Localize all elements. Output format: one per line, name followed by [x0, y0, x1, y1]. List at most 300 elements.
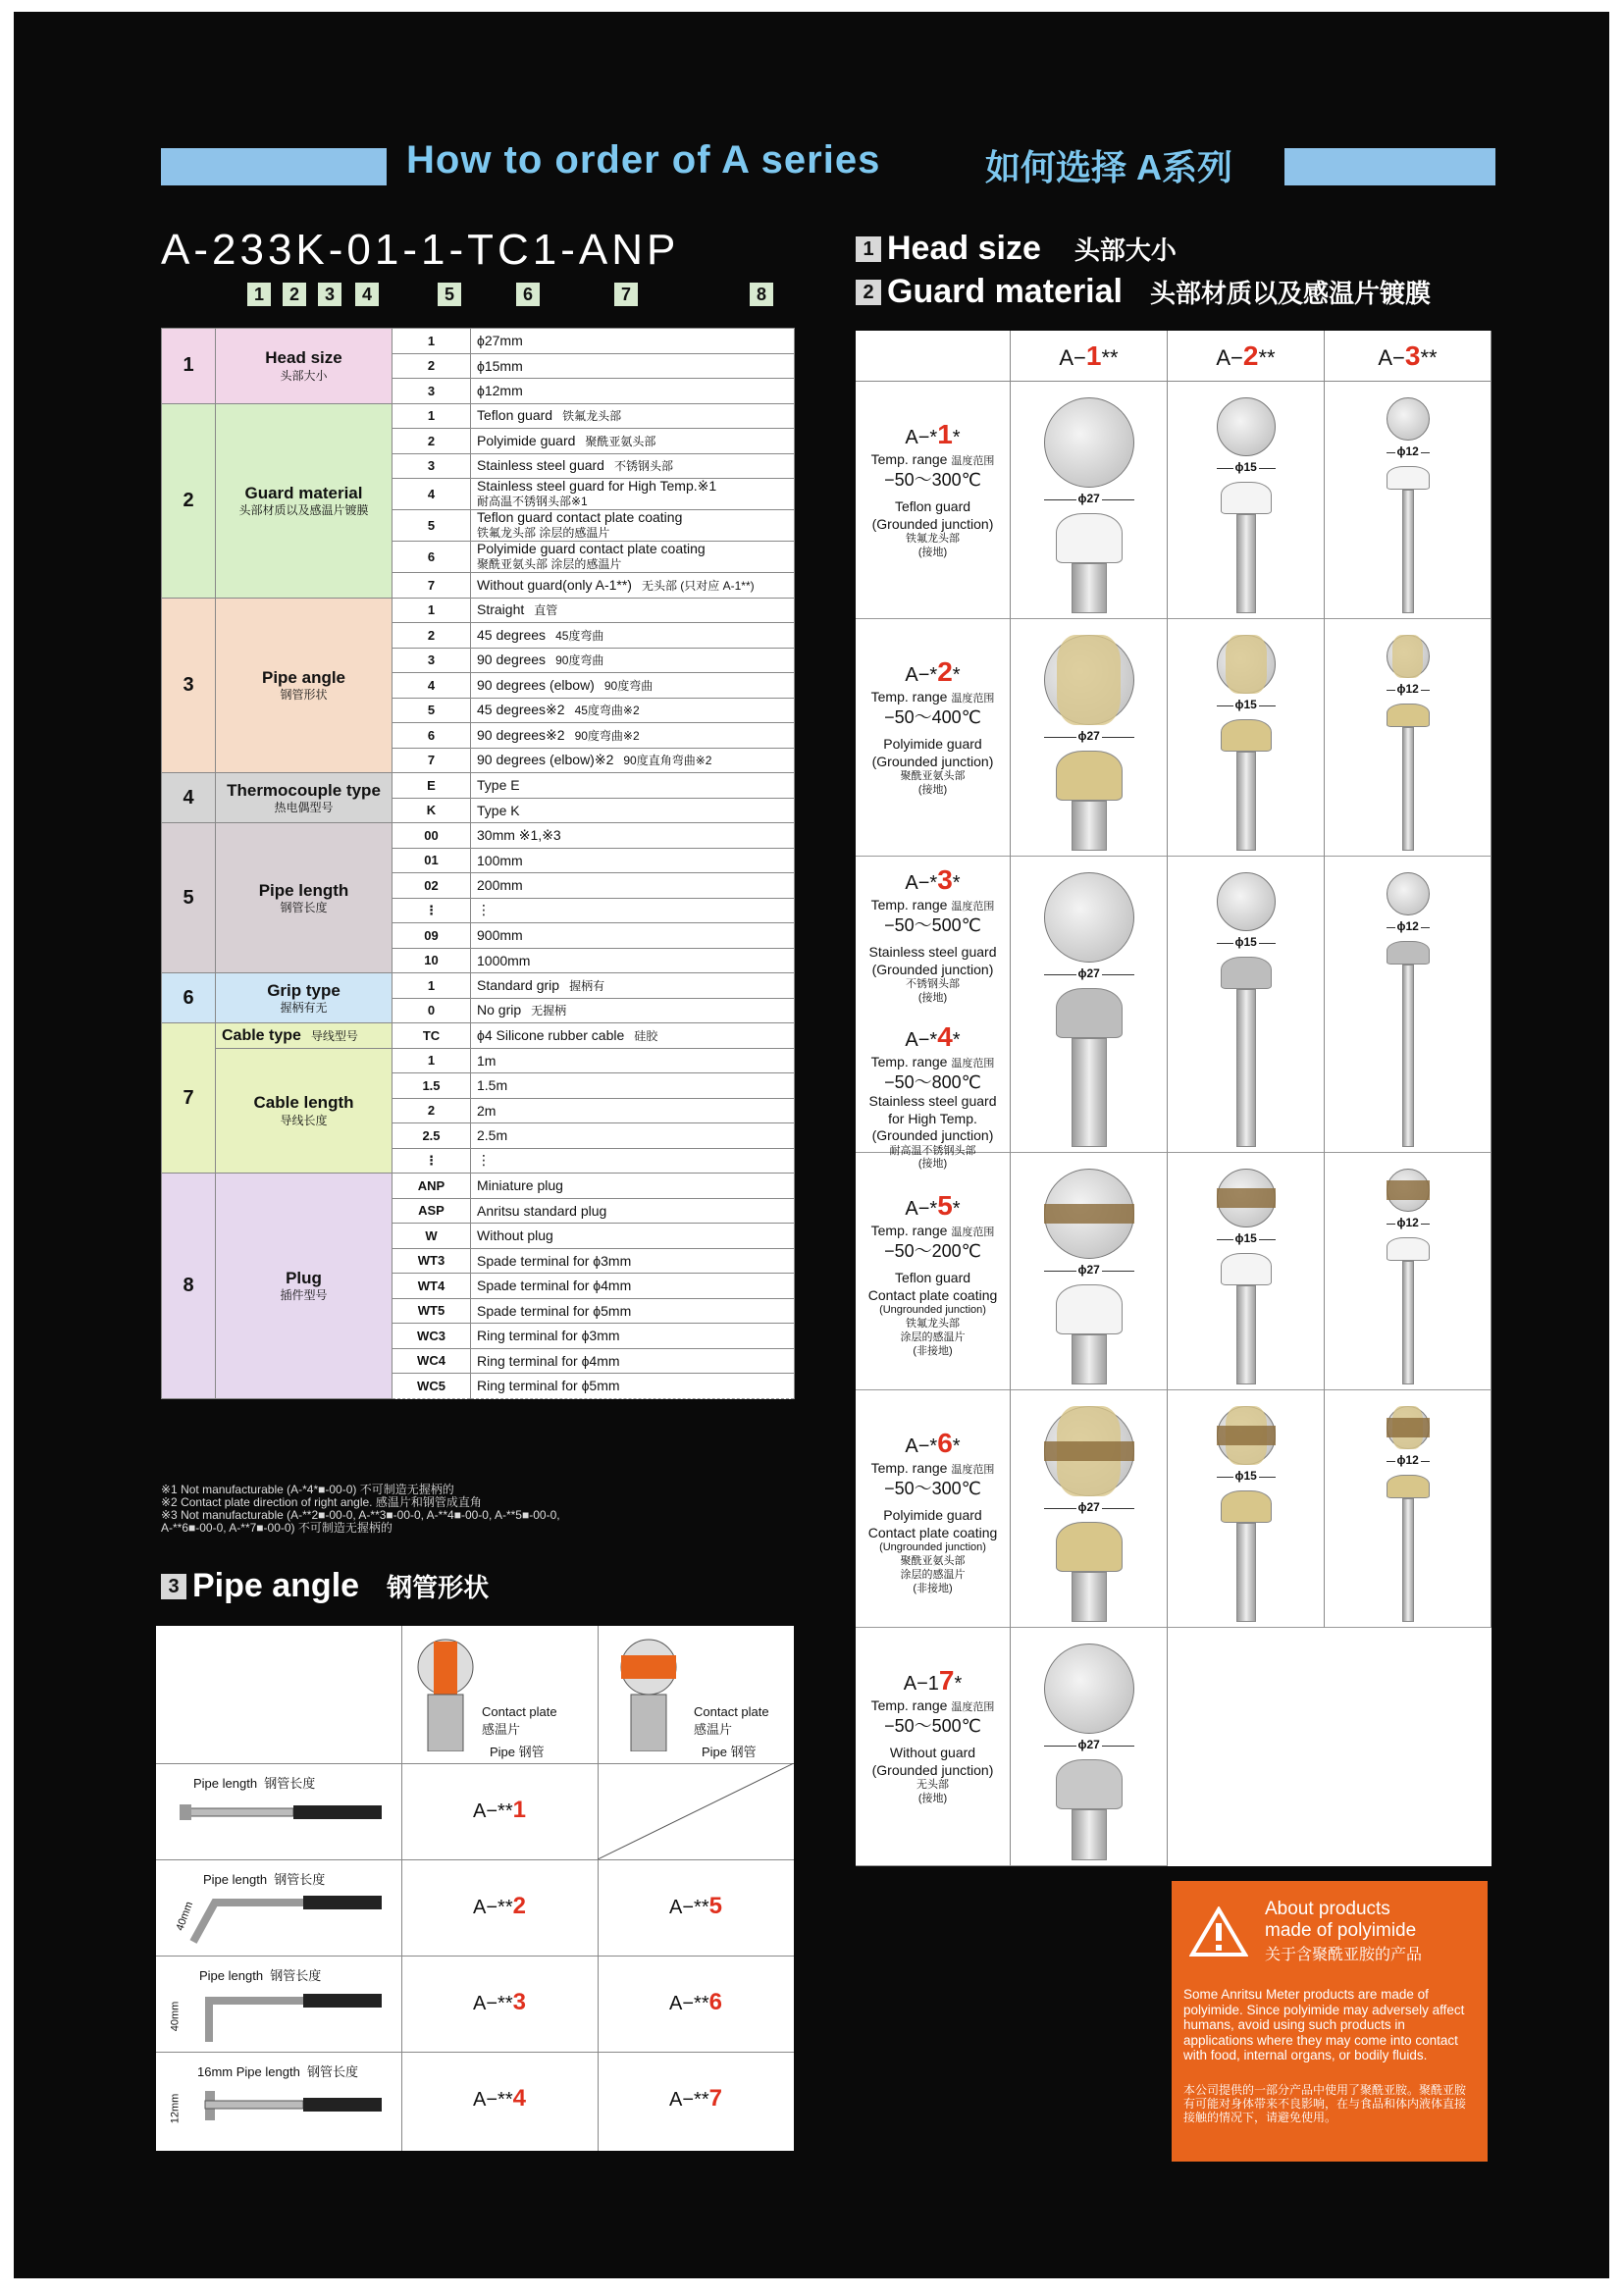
guard-desc-line: 聚酰亚氨头部 — [900, 770, 966, 783]
spec-option-desc-en: Polyimide guard — [477, 432, 576, 448]
spec-option-desc-cn: 铁氟龙头部 涂层的感温片 — [477, 526, 610, 540]
spec-option-code: 10 — [393, 948, 471, 973]
spec-option-desc-en: Stainless steel guard for High Temp.※1 — [477, 478, 717, 494]
head-diameter-label: ϕ27 — [1077, 1500, 1100, 1514]
probe-guard-cap — [1056, 513, 1123, 563]
guard-desc-line: 无头部 — [916, 1779, 949, 1792]
contact-plate-label: Contact plate 感温片 — [694, 1704, 769, 1737]
footnote: ※2 Contact plate direction of right angle. 感温片和钢管成直角 — [161, 1495, 482, 1509]
head-diameter-label: ϕ27 — [1077, 1738, 1100, 1751]
spec-option-desc — [471, 403, 795, 429]
probe-guard-cap — [1387, 466, 1430, 490]
spec-option-desc-en: Spade terminal for ϕ4mm — [477, 1278, 632, 1294]
guard-desc-line: 耐高温不锈钢头部 — [889, 1144, 976, 1157]
cable-type-cn: 导线型号 — [310, 1028, 358, 1043]
probe-photo-cell — [1168, 857, 1325, 1153]
probe-guard-cap — [1221, 482, 1272, 514]
pipe-code-5: A−**5 — [669, 1893, 722, 1919]
spec-option-desc — [471, 773, 795, 799]
spec-option-desc — [471, 923, 795, 949]
probe-head-icon — [1387, 872, 1430, 915]
head-size-heading — [856, 230, 1177, 268]
spec-group-name-en: Cable length — [253, 1093, 354, 1113]
spec-option-desc-en: Teflon guard contact plate coating — [477, 509, 683, 525]
head-size-column-1: A−1** — [1011, 331, 1168, 382]
probe-photo-cell — [1168, 1390, 1325, 1628]
code-index-8: 8 — [750, 283, 773, 306]
head-size-column-2: A−2** — [1168, 331, 1325, 382]
spec-option-desc — [471, 329, 795, 354]
spec-option-desc-en: Ring terminal for ϕ3mm — [477, 1328, 620, 1344]
probe-guard-cap — [1056, 1759, 1123, 1809]
pipe-length-label: 16mm Pipe length 钢管长度 — [197, 2064, 359, 2079]
spec-option-code: WC3 — [393, 1324, 471, 1349]
probe-pipe — [1236, 514, 1256, 613]
probe-head-icon — [1044, 397, 1134, 488]
probe-drawing — [1212, 382, 1281, 619]
section-title: Head size — [887, 230, 1041, 267]
probe-pipe — [1236, 1285, 1256, 1384]
footnote: ※3 Not manufacturable (A-**2■-00-0, A-**3■-00-0, A-**4■-00-0, A-**5■-00-0, — [161, 1508, 560, 1522]
spec-option-desc-en: 30mm ※1,※3 — [477, 826, 561, 843]
probe-head-icon — [1044, 1644, 1134, 1734]
spec-option-desc — [471, 798, 795, 823]
section-title: Guard material — [887, 273, 1123, 310]
spec-group-name — [216, 1048, 393, 1174]
spec-option-desc — [471, 1248, 795, 1274]
guard-code: A−*4* — [905, 1020, 961, 1052]
pipe-length-label: Pipe length 钢管长度 — [199, 1968, 322, 1983]
probe-guard-cap — [1387, 941, 1430, 965]
spec-option-code: 09 — [393, 923, 471, 949]
temp-range: −50～500℃ — [884, 1715, 981, 1736]
probe-photo-cell — [1168, 1153, 1325, 1390]
temp-range-label: Temp. range 温度范围 — [870, 1223, 995, 1238]
section-badge: 2 — [856, 280, 881, 305]
spec-option-desc-cn: 无头部 (只对应 A-1**) — [641, 578, 755, 593]
guard-desc-line: (非接地) — [913, 1344, 953, 1357]
spec-option-code: 4 — [393, 673, 471, 699]
spec-group-name-en: Head size — [265, 348, 342, 368]
guard-band — [1057, 635, 1120, 725]
bent-45-probe-drawing — [176, 1883, 392, 1952]
guard-code: A−*3* — [905, 864, 961, 895]
spec-option-desc — [471, 353, 795, 379]
catalog-page — [14, 12, 1609, 2278]
spec-option-desc — [471, 429, 795, 454]
spec-option-desc-en: Without guard(only A-1**) — [477, 576, 632, 593]
probe-photo-cell — [1325, 1390, 1492, 1628]
spec-option-desc — [471, 823, 795, 849]
spec-option-desc-en: ⋮ — [477, 902, 491, 918]
spec-option-code: 2 — [393, 1098, 471, 1123]
probe-pipe — [1402, 490, 1414, 613]
spec-option-desc-cn: 铁氟龙头部 — [562, 409, 622, 424]
pipe-label: Pipe 钢管 — [490, 1745, 545, 1759]
spec-option-code: 3 — [393, 648, 471, 673]
probe-photo-cell — [1011, 857, 1168, 1153]
probe-head-icon — [1044, 872, 1134, 963]
spec-group-name-en: Thermocouple type — [227, 780, 381, 800]
spec-option-code: WT5 — [393, 1298, 471, 1324]
pipe-angle-table — [156, 1626, 794, 2151]
spec-option-code: 0 — [393, 998, 471, 1023]
spec-option-desc — [471, 1198, 795, 1224]
guard-desc-line: Without guard — [889, 1745, 976, 1761]
temp-range: −50～300℃ — [884, 1478, 981, 1498]
spec-row — [162, 1048, 795, 1073]
spec-row — [162, 823, 795, 849]
section-title-cn: 头部大小 — [1073, 235, 1177, 265]
temp-range: −50～200℃ — [884, 1240, 981, 1261]
probe-guard-cap — [1387, 1237, 1430, 1261]
probe-guard-cap — [1056, 1284, 1123, 1334]
probe-photo-cell — [1011, 1390, 1168, 1628]
guard-desc-line: (非接地) — [913, 1582, 953, 1594]
probe-guard-cap — [1221, 957, 1272, 989]
contact-plate-band — [1387, 1418, 1430, 1437]
guard-desc-line: 不锈钢头部 — [906, 978, 960, 991]
spec-option-desc — [471, 1224, 795, 1249]
probe-drawing — [1382, 619, 1435, 857]
guard-row-label — [856, 382, 1011, 619]
temp-range: −50～400℃ — [884, 706, 981, 727]
spec-option-desc-en: 1000mm — [477, 952, 531, 968]
guard-band — [1226, 635, 1267, 694]
spec-option-desc — [471, 723, 795, 749]
temp-range-label: Temp. range 温度范围 — [870, 451, 995, 467]
temp-range-label: Temp. range 温度范围 — [870, 1697, 995, 1713]
cable-type-en: Cable type — [222, 1026, 301, 1044]
spec-option-desc — [471, 1098, 795, 1123]
probe-photo-cell — [1325, 382, 1492, 619]
order-spec-table — [161, 328, 795, 1399]
probe-pipe — [1072, 1572, 1107, 1622]
pipe-code-3: A−**3 — [473, 1989, 526, 2015]
spec-option-desc — [471, 948, 795, 973]
spec-row — [162, 403, 795, 429]
section-title-cn: 头部材质以及感温片镀膜 — [1149, 279, 1431, 308]
contact-plate-band — [1387, 1180, 1430, 1200]
probe-guard-cap — [1056, 1522, 1123, 1572]
spec-option-desc — [471, 542, 795, 573]
spec-option-code: 3 — [393, 379, 471, 404]
spec-option-desc — [471, 1123, 795, 1149]
spec-option-desc-en: 90 degrees (elbow)※2 — [477, 752, 614, 768]
guard-desc-line: 铁氟龙头部 — [906, 1318, 960, 1330]
footnote: ※1 Not manufacturable (A-*4*■-00-0) 不可制造无握柄的 — [161, 1483, 454, 1496]
notice-title-line: made of polyimide — [1265, 1920, 1417, 1941]
probe-head-icon — [1217, 872, 1276, 931]
spec-option-desc-en: Without plug — [477, 1227, 553, 1244]
probe-pipe — [1072, 1809, 1107, 1860]
head-diameter-label: ϕ12 — [1396, 919, 1419, 933]
guard-desc-line: (Grounded junction) — [871, 515, 994, 532]
guard-desc-line: (Grounded junction) — [871, 1761, 994, 1778]
not-applicable-mark — [598, 1763, 794, 1859]
spec-option-code: 1 — [393, 598, 471, 623]
head-diameter-label: ϕ27 — [1077, 1263, 1100, 1277]
spec-option-desc — [471, 1324, 795, 1349]
probe-photo-cell — [1011, 1628, 1168, 1866]
probe-drawing — [1212, 857, 1281, 1153]
spec-group-name-cn: 钢管长度 — [280, 901, 328, 914]
spec-option-desc-en: No grip — [477, 1002, 522, 1018]
notice-title-line: About products — [1265, 1899, 1390, 1919]
spec-group-number: 5 — [162, 823, 216, 973]
guard-desc-line: (接地) — [917, 1793, 948, 1804]
guard-code: A−*5* — [905, 1190, 961, 1221]
guard-desc-line: Polyimide guard — [883, 1507, 982, 1524]
pipe-code-2: A−**2 — [473, 1893, 526, 1919]
spec-option-desc — [471, 1148, 795, 1174]
spec-option-code: W — [393, 1224, 471, 1249]
guard-code: A−*2* — [905, 656, 961, 687]
model-code: A-233K-01-1-TC1-ANP — [161, 226, 680, 274]
probe-pipe — [1072, 1038, 1107, 1147]
spec-option-desc-en: 2.5m — [477, 1127, 508, 1144]
probe-pipe — [1402, 965, 1414, 1147]
probe-guard-cap — [1221, 1490, 1272, 1523]
head-diameter-label: ϕ27 — [1077, 729, 1100, 743]
dimension-40mm: 40mm — [174, 1900, 196, 1933]
spec-option-code: WC4 — [393, 1348, 471, 1374]
spec-group-number: 6 — [162, 973, 216, 1023]
spec-option-desc-cn: 硅胶 — [634, 1028, 658, 1043]
spec-option-desc-en: ϕ12mm — [477, 383, 523, 399]
guard-row-label — [856, 1390, 1011, 1628]
spec-option-desc — [471, 1174, 795, 1199]
spec-row — [162, 1174, 795, 1199]
probe-pipe — [1402, 1498, 1414, 1622]
section-title: Pipe angle — [192, 1567, 360, 1604]
spec-row — [162, 598, 795, 623]
probe-guard-cap — [1056, 751, 1123, 801]
pipe-length-label: Pipe length 钢管长度 — [193, 1776, 316, 1791]
straight-probe-drawing — [176, 1795, 392, 1834]
probe-drawing — [1039, 1628, 1139, 1866]
pipe-code-6: A−**6 — [669, 1989, 722, 2015]
spec-option-desc — [471, 1348, 795, 1374]
spec-option-desc-en: Miniature plug — [477, 1177, 563, 1194]
spec-group-name — [216, 773, 393, 823]
spec-option-desc-cn: 90度弯曲※2 — [574, 728, 640, 743]
spec-option-code: 7 — [393, 748, 471, 773]
spec-option-code: ANP — [393, 1174, 471, 1199]
probe-guard-cap — [1056, 988, 1123, 1038]
spec-option-desc — [471, 1374, 795, 1399]
head-diameter-label: ϕ15 — [1234, 460, 1257, 474]
probe-photo-cell — [1011, 619, 1168, 857]
spec-group-name-cn: 插件型号 — [280, 1288, 328, 1303]
guard-desc-line: 聚酰亚氨头部 — [900, 1555, 966, 1567]
spec-group-name-en: Pipe angle — [261, 667, 346, 687]
cable-type-label — [216, 1023, 393, 1049]
spec-option-desc-en: Standard grip — [477, 976, 560, 993]
spec-option-desc-cn: 直管 — [534, 603, 558, 618]
head-size-column-3: A−3** — [1325, 331, 1492, 382]
spec-group-name — [216, 598, 393, 773]
probe-guard-cap — [1221, 1253, 1272, 1285]
guard-desc-line: (Ungrounded junction) — [879, 1541, 986, 1554]
spec-option-code: WT3 — [393, 1248, 471, 1274]
spec-group-name-cn: 头部大小 — [280, 368, 328, 383]
spec-option-code: 00 — [393, 823, 471, 849]
spec-option-desc — [471, 598, 795, 623]
spec-option-desc — [471, 673, 795, 699]
notice-title-cn: 关于含聚酰亚胺的产品 — [1265, 1947, 1423, 1963]
probe-guard-cap — [1387, 704, 1430, 727]
head-diameter-label: ϕ12 — [1396, 1453, 1419, 1467]
probe-pipe — [1236, 752, 1256, 851]
head-diameter-label: ϕ15 — [1234, 698, 1257, 711]
probe-photo-cell — [1325, 619, 1492, 857]
probe-guard-cap — [1221, 719, 1272, 752]
guard-desc-line: (Grounded junction) — [871, 753, 994, 769]
guard-desc-line: Stainless steel guard — [868, 944, 997, 961]
probe-pipe — [1072, 1334, 1107, 1384]
head-diameter-label: ϕ12 — [1396, 444, 1419, 458]
spec-option-desc — [471, 698, 795, 723]
spec-option-desc-en: Spade terminal for ϕ5mm — [477, 1302, 632, 1319]
probe-drawing — [1039, 382, 1139, 619]
spec-option-desc-cn: 45度弯曲 — [555, 628, 604, 643]
guard-row-label — [856, 1153, 1011, 1390]
spec-option-desc-en: Anritsu standard plug — [477, 1202, 607, 1219]
spec-option-desc — [471, 379, 795, 404]
probe-drawing — [1039, 1153, 1139, 1390]
spec-row — [162, 973, 795, 999]
elbow-probe-drawing — [176, 2077, 392, 2136]
code-index-3: 3 — [318, 283, 341, 306]
spec-option-desc — [471, 973, 795, 999]
banner-bar-right — [1284, 148, 1495, 185]
spec-option-code: 6 — [393, 542, 471, 573]
spec-row — [162, 773, 795, 799]
spec-option-code: K — [393, 798, 471, 823]
contact-plate-band — [1044, 1204, 1134, 1224]
spec-option-code: 1 — [393, 973, 471, 999]
probe-head-icon — [1217, 397, 1276, 456]
section-badge: 1 — [856, 236, 881, 262]
spec-option-desc — [471, 623, 795, 649]
spec-option-code: 1 — [393, 403, 471, 429]
spec-option-code: 1 — [393, 1048, 471, 1073]
spec-option-desc — [471, 1073, 795, 1099]
pipe-label: Pipe 钢管 — [702, 1745, 757, 1759]
guard-desc-line: Teflon guard — [894, 1270, 971, 1286]
spec-option-desc-en: Spade terminal for ϕ3mm — [477, 1252, 632, 1269]
spec-option-desc — [471, 453, 795, 479]
guard-desc-line: Contact plate coating — [867, 1524, 998, 1540]
pipe-code-1: A−**1 — [473, 1797, 526, 1823]
spec-group-number: 2 — [162, 403, 216, 598]
pipe-code-4: A−**4 — [473, 2085, 526, 2112]
spec-group-name — [216, 329, 393, 404]
spec-group-number: 1 — [162, 329, 216, 404]
spec-group-name-en: Guard material — [244, 483, 363, 502]
spec-group-name-cn: 握柄有无 — [280, 1001, 328, 1015]
probe-drawing — [1382, 1390, 1435, 1628]
spec-group-number: 8 — [162, 1174, 216, 1399]
spec-option-desc-cn: 不锈钢头部 — [613, 459, 673, 474]
temp-range: −50～500℃ — [884, 914, 981, 935]
spec-option-desc — [471, 898, 795, 923]
probe-pipe — [1072, 801, 1107, 851]
guard-desc-line: Stainless steel guard — [868, 1093, 997, 1109]
guard-material-grid — [856, 331, 1492, 1866]
contact-plate-band — [1217, 1426, 1276, 1445]
spec-option-desc-cn: 耐高温不锈钢头部※1 — [477, 495, 588, 508]
spec-group-name-en: Plug — [286, 1268, 322, 1287]
spec-option-desc-en: 45 degrees※2 — [477, 702, 565, 718]
probe-pipe — [1072, 563, 1107, 613]
spec-option-desc-en: 900mm — [477, 927, 523, 944]
probe-drawing — [1382, 382, 1435, 619]
spec-option-code: 2 — [393, 623, 471, 649]
spec-option-desc-en: Teflon guard — [477, 407, 553, 424]
spec-option-code: ⋮ — [393, 898, 471, 923]
code-index-6: 6 — [516, 283, 540, 306]
spec-option-code: 3 — [393, 453, 471, 479]
pipe-length-label: Pipe length 钢管长度 — [203, 1872, 326, 1887]
spec-group-number: 3 — [162, 598, 216, 773]
head-diameter-label: ϕ12 — [1396, 1216, 1419, 1229]
spec-group-number: 7 — [162, 1023, 216, 1174]
spec-option-desc-en: ϕ4 Silicone rubber cable — [477, 1026, 625, 1043]
probe-photo-cell — [1168, 382, 1325, 619]
probe-pipe — [1402, 727, 1414, 851]
spec-option-code: ⋮ — [393, 1148, 471, 1174]
spec-option-code: 7 — [393, 573, 471, 599]
guard-row-label — [856, 1628, 1011, 1866]
page-title: How to order of A series — [406, 138, 881, 182]
bent-90-probe-drawing — [176, 1979, 392, 2048]
spec-option-desc-en: ⋮ — [477, 1152, 491, 1169]
spec-option-desc — [471, 873, 795, 899]
guard-desc-line: 涂层的感温片 — [900, 1568, 966, 1581]
dimension-40mm: 40mm — [169, 2001, 182, 2032]
model-code-block — [161, 226, 838, 314]
notice-title — [1265, 1899, 1416, 1942]
spec-option-desc-en: 45 degrees — [477, 626, 547, 643]
spec-option-desc — [471, 998, 795, 1023]
pipe-angle-heading — [161, 1567, 489, 1605]
probe-guard-cap — [1387, 1475, 1430, 1498]
spec-option-code: WT4 — [393, 1274, 471, 1299]
spec-option-desc-en: Straight — [477, 601, 525, 618]
spec-group-name-en: Pipe length — [258, 880, 349, 900]
guard-desc-line: for High Temp. — [888, 1110, 977, 1126]
warning-icon — [1189, 1906, 1248, 1957]
head-diameter-label: ϕ27 — [1077, 492, 1100, 505]
guard-desc-line: (接地) — [917, 547, 948, 558]
section-title-cn: 钢管形状 — [387, 1573, 490, 1602]
head-diameter-label: ϕ27 — [1077, 966, 1100, 980]
probe-photo-cell — [1325, 857, 1492, 1153]
spec-option-code: 5 — [393, 698, 471, 723]
spec-option-code: 4 — [393, 479, 471, 510]
probe-head-icon — [1387, 397, 1430, 441]
probe-drawing — [1382, 1153, 1435, 1390]
contact-plate-band — [1217, 1188, 1276, 1208]
spec-group-name-cn: 钢管形状 — [280, 688, 328, 703]
guard-desc-line: (Grounded junction) — [871, 1127, 994, 1143]
spec-option-desc-en: Type K — [477, 802, 520, 818]
probe-drawing — [1212, 619, 1281, 857]
probe-photo-cell — [1325, 1153, 1492, 1390]
code-index-7: 7 — [614, 283, 638, 306]
